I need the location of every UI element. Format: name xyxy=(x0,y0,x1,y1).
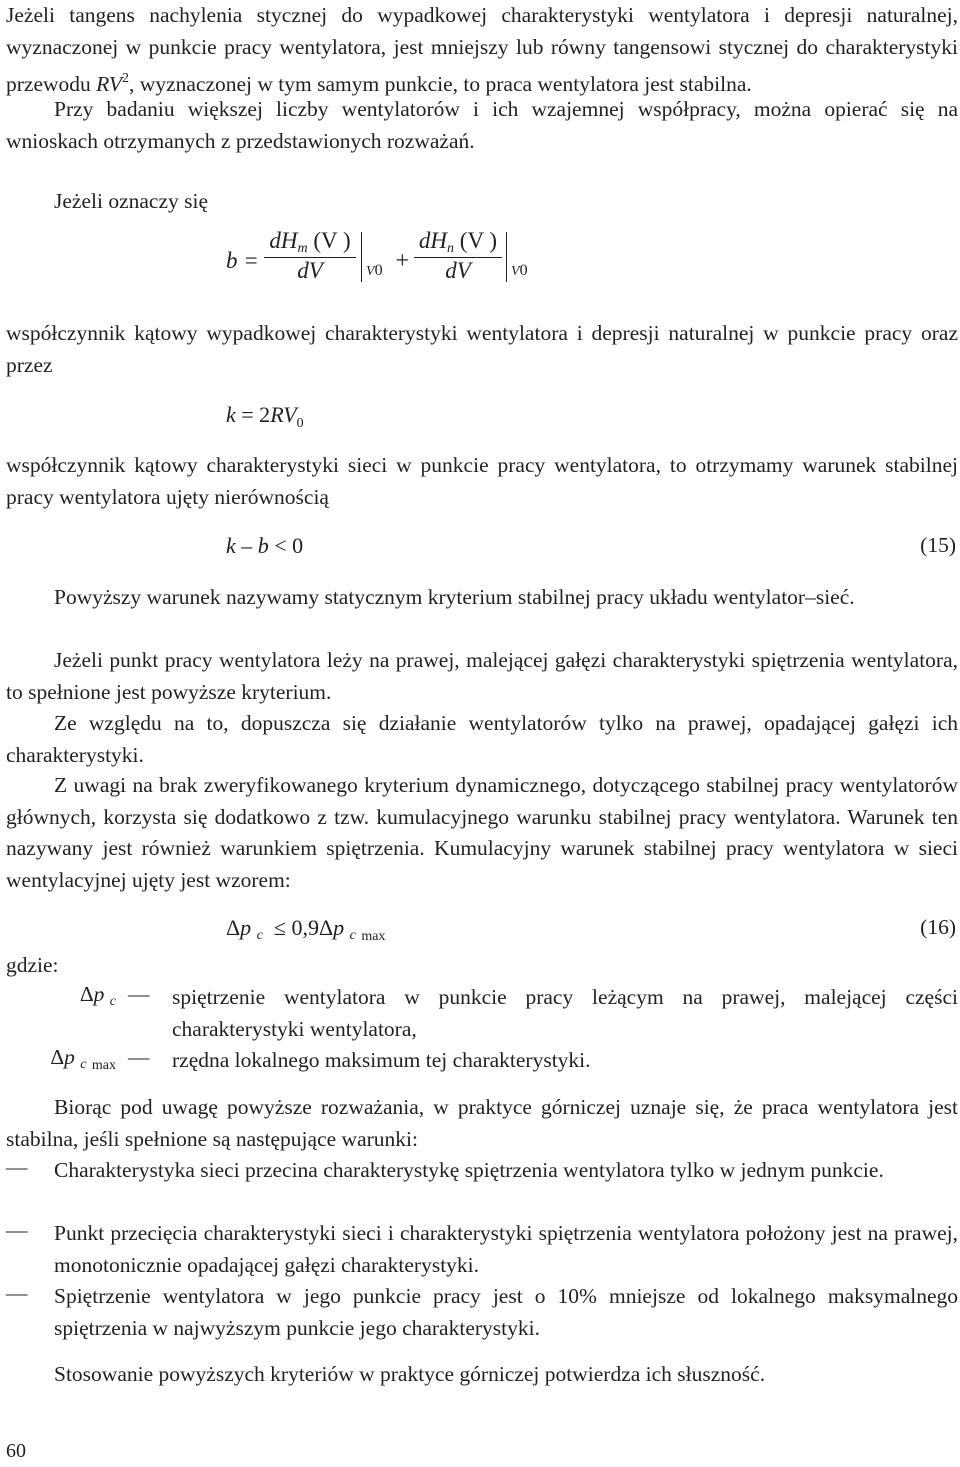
eq-inequality xyxy=(226,533,303,559)
paragraph-many-fans: Przy badaniu większej liczby wentylatorów i ich wzajemnej współpracy, można opierać się na wnioskach otrzymanych z przedstawionych rozważań. xyxy=(6,97,958,153)
def-text-pc-max: rzędna lokalnego maksimum tej charakterystyki. xyxy=(172,1048,591,1072)
text-span: , wyznaczonej w tym samym punkcie, to praca wentylatora jest stabilna. xyxy=(129,72,752,96)
eq-dv: dV xyxy=(297,258,323,283)
page-number: 60 xyxy=(6,1440,26,1462)
def-dash: — xyxy=(128,1045,150,1069)
paragraph-angular-coefficient-k: współczynnik kątowy charakterystyki sieci w punkcie pracy wentylatora, to otrzymamy warunek stabilnej pracy wentylatora ujęty nierównością xyxy=(6,453,958,509)
eq-rv: RV xyxy=(270,402,297,427)
eq-p: p xyxy=(240,915,252,940)
eq-cumulative xyxy=(226,915,385,945)
paragraph-stability-tangent xyxy=(6,0,958,101)
paragraph-if-denoted: Jeżeli oznaczy się xyxy=(54,189,208,213)
paragraph-static-criterion: Powyższy warunek nazywamy statycznym kryterium stabilnej pracy układu wentylator–sieć. xyxy=(54,585,855,609)
eq-b-lhs: b = xyxy=(226,248,259,273)
eq-eval-1 xyxy=(366,262,383,280)
eq-eval-zero: 0 xyxy=(374,262,383,279)
paragraph-right-branch: Ze względu na to, dopuszcza się działanie wentylatorów tylko na prawej, opadającej gałęzi ich charakterystyki. xyxy=(6,711,958,767)
eq-sub-m: m xyxy=(297,241,308,256)
equation-number-15: (15) xyxy=(920,533,956,557)
eq-b: b xyxy=(257,533,269,558)
equation-k xyxy=(226,402,304,432)
eq-dv: dV xyxy=(445,258,471,283)
label-gdzie: gdzie: xyxy=(6,953,59,977)
eq-k: k xyxy=(226,533,236,558)
eq-sub-c: c xyxy=(80,1057,87,1072)
def-symbol-pc-max xyxy=(6,1045,116,1074)
eq-minus: – xyxy=(235,533,258,558)
eq-k: k xyxy=(226,402,236,427)
eq-k-equals: = 2 xyxy=(235,402,271,427)
eq-p: p xyxy=(333,915,345,940)
eq-dh: dH xyxy=(418,228,448,253)
math-exponent: 2 xyxy=(122,71,130,86)
eq-sub-max: max xyxy=(361,929,386,944)
paragraph-mining-practice: Biorąc pod uwagę powyższe rozważania, w praktyce górniczej uznaje się, że praca wentylatora jest stabilna, jeśli spełnione są następujące warunki: xyxy=(6,1095,958,1151)
list-item: Charakterystyka sieci przecina charakterystykę spiętrzenia wentylatora tylko w jednym punkcie. xyxy=(54,1158,884,1182)
eq-sub-c: c xyxy=(256,928,263,943)
paragraph-operating-point: Jeżeli punkt pracy wentylatora leży na prawej, malejącej gałęzi charakterystyki spiętrzenia wentylatora, to spełnione jest powyższe kryterium. xyxy=(6,648,958,704)
list-dash: — xyxy=(6,1218,28,1242)
list-dash: — xyxy=(6,1281,28,1305)
eq-sub-n: n xyxy=(447,241,455,256)
eq-eval-v: V xyxy=(366,264,375,279)
paragraph-angular-coefficient-b: współczynnik kątowy wypadkowej charakterystyki wentylatora i depresji naturalnej w punkcie pracy oraz przez xyxy=(6,321,958,377)
eq-eval-v: V xyxy=(511,264,520,279)
list-item: Spiętrzenie wentylatora w jego punkcie pracy jest o 10% mniejsze od lokalnego maksymalnego spiętrzenia w najwyższym punkcie jego charakterystyki. xyxy=(54,1284,958,1340)
eq-relation: ≤ 0,9Δ xyxy=(273,915,334,940)
eq-delta: Δ xyxy=(79,982,94,1006)
eq-eval-2 xyxy=(511,262,528,280)
text-span: Jeżeli tangens nachylenia stycznej do wypadkowej charakterystyki wentylatora i depresji naturalnej, wyznaczonej w punkcie pracy wentylatora, jest mniejszy lub równy tangensowi stycznej do charakterystyki przewodu xyxy=(6,3,958,96)
eq-dh: dH xyxy=(269,228,298,253)
eq-p: p xyxy=(64,1045,75,1069)
def-text-pc: spiętrzenie wentylatora w punkcie pracy leżącym na prawej, malejącej części charakterystyki wentylatora, xyxy=(172,985,958,1041)
eq-sub-c: c xyxy=(349,928,356,943)
eq-eval-bar-2 xyxy=(506,232,507,282)
eq-less-zero: < 0 xyxy=(268,533,304,558)
paragraph-conclusion: Stosowanie powyższych kryteriów w praktyce górniczej potwierdza ich słuszność. xyxy=(54,1362,766,1386)
def-dash: — xyxy=(128,982,150,1006)
eq-arg: (V ) xyxy=(459,228,498,253)
equation-number-16: (16) xyxy=(920,915,956,939)
math-rv: RV xyxy=(96,72,123,96)
eq-sub-c: c xyxy=(109,994,116,1009)
eq-b-fraction-2 xyxy=(414,228,502,284)
eq-rv-sub: 0 xyxy=(296,416,304,431)
def-symbol-pc xyxy=(40,982,116,1010)
eq-delta: Δ xyxy=(226,915,241,940)
eq-delta: Δ xyxy=(50,1045,65,1069)
eq-eval-zero: 0 xyxy=(519,262,528,279)
list-dash: — xyxy=(6,1155,28,1179)
eq-sub-max: max xyxy=(91,1058,116,1073)
list-item: Punkt przecięcia charakterystyki sieci i charakterystyki spiętrzenia wentylatora położony jest na prawej, monotonicznie opadającej gałęzi charakterystyki. xyxy=(54,1221,958,1277)
eq-p: p xyxy=(93,982,105,1006)
eq-eval-bar-1 xyxy=(361,232,362,282)
eq-plus: + xyxy=(394,248,411,274)
eq-b-fraction-1 xyxy=(264,228,356,284)
paragraph-cumulative-condition: Z uwagi na brak zweryfikowanego kryterium dynamicznego, dotyczącego stabilnej pracy wentylatorów głównych, korzysta się dodatkowo z tzw. kumulacyjnego warunku stabilnej pracy wentylatora. Warunek ten nazywany jest również warunkiem spiętrzenia. Kumulacyjny warunek stabilnej pracy wentylatora w sieci wentylacyjnej ujęty jest wzorem: xyxy=(6,773,958,892)
eq-arg: (V ) xyxy=(313,228,351,253)
